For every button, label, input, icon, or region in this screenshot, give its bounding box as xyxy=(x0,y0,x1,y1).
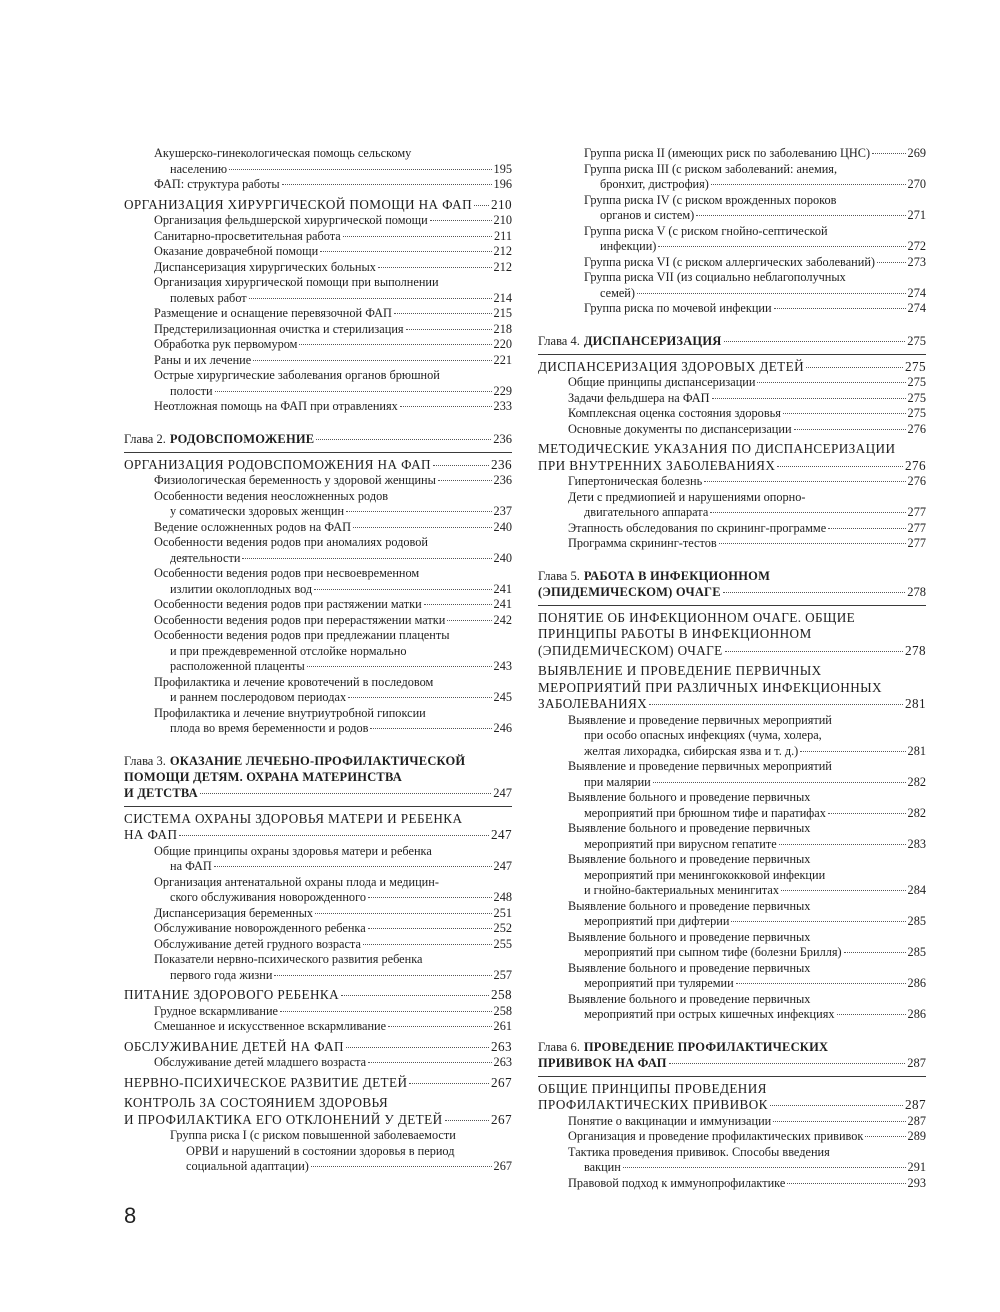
entry-title: СИСТЕМА ОХРАНЫ ЗДОРОВЬЯ МАТЕРИ И РЕБЕНКА xyxy=(124,810,463,826)
toc-section xyxy=(538,663,926,713)
toc-entry xyxy=(538,422,926,438)
toc-chapter xyxy=(538,1039,926,1071)
entry-title: НЕРВНО-ПСИХИЧЕСКОЕ РАЗВИТИЕ ДЕТЕЙ xyxy=(124,1074,408,1090)
page-ref: 276 xyxy=(905,457,926,473)
entry-title: МЕРОПРИЯТИЙ ПРИ РАЗЛИЧНЫХ ИНФЕКЦИОННЫХ xyxy=(538,679,882,695)
entry-title: Понятие о вакцинации и иммунизации xyxy=(568,1113,772,1128)
chapter-label: Глава 2. xyxy=(124,431,166,446)
entry-title: социальной адаптации) xyxy=(186,1159,309,1173)
toc-entry xyxy=(124,177,512,193)
entry-title: полевых работ xyxy=(170,290,247,305)
toc-entry xyxy=(124,306,512,322)
entry-title: населению xyxy=(170,161,228,176)
page-ref: 237 xyxy=(493,504,512,518)
entry-title: Выявление больного и проведение первичных xyxy=(568,852,811,866)
entry-title: ПОМОЩИ ДЕТЯМ. ОХРАНА МАТЕРИНСТВА xyxy=(124,769,402,784)
toc-entry xyxy=(124,520,512,536)
chapter-divider xyxy=(124,452,512,453)
entry-title: ПРИВИВОК НА ФАП xyxy=(538,1055,667,1070)
entry-title: Особенности ведения родов при предлежании плаценты xyxy=(154,628,450,642)
page-ref: 286 xyxy=(907,1007,926,1021)
entry-title: Неотложная помощь на ФАП при отравлениях xyxy=(154,399,398,413)
entry-title: ПРОВЕДЕНИЕ ПРОФИЛАКТИЧЕСКИХ xyxy=(583,1039,829,1054)
page-ref: 289 xyxy=(907,1129,926,1143)
entry-title: Физиологическая беременность у здоровой женщины xyxy=(154,473,436,487)
entry-title: Организация антенатальной охраны плода и медицин- xyxy=(154,874,439,889)
entry-title: КОНТРОЛЬ ЗА СОСТОЯНИЕМ ЗДОРОВЬЯ xyxy=(124,1095,389,1110)
page-ref: 282 xyxy=(907,774,926,789)
page-ref: 278 xyxy=(907,584,926,599)
entry-title: Обслуживание детей грудного возраста xyxy=(154,936,361,951)
page-ref: 282 xyxy=(907,805,926,820)
toc-section xyxy=(124,1039,512,1056)
entry-title: Группа риска V (с риском гнойно-септической xyxy=(584,223,828,238)
entry-title: Смешанное и искусственное вскармливание xyxy=(154,1019,387,1033)
chapter-label: Глава 3. xyxy=(124,753,166,768)
toc-entry xyxy=(124,489,512,520)
toc-entry xyxy=(538,1145,926,1176)
chapter-divider xyxy=(538,354,926,355)
toc-entry xyxy=(124,1004,512,1020)
entry-title: ДИСПАНСЕРИЗАЦИЯ xyxy=(583,333,722,348)
entry-title: мероприятий при брюшном тифе и паратифах xyxy=(584,805,826,820)
toc-entry xyxy=(124,613,512,629)
toc-entry xyxy=(538,899,926,930)
entry-title: Обслуживание новорожденного ребенка xyxy=(154,921,366,935)
entry-title: Выявление больного и проведение первичных xyxy=(568,960,811,975)
entry-title: Правовой подход к иммунопрофилактике xyxy=(568,1175,786,1190)
entry-title: Ведение осложненных родов на ФАП xyxy=(154,519,352,534)
entry-title: И ПРОФИЛАКТИКА ЕГО ОТКЛОНЕНИЙ У ДЕТЕЙ xyxy=(124,1111,443,1127)
toc-entry xyxy=(124,399,512,415)
page-ref: 257 xyxy=(493,967,512,982)
page-ref: 277 xyxy=(907,536,926,550)
toc-entry xyxy=(124,535,512,566)
page-ref: 283 xyxy=(907,836,926,851)
entry-title: первого года жизни xyxy=(170,967,273,982)
entry-title: полости xyxy=(170,383,213,398)
entry-title: Организация фельдшерской хирургической помощи xyxy=(154,213,428,227)
toc-entry xyxy=(538,1129,926,1145)
entry-title: Грудное вскармливание xyxy=(154,1003,278,1018)
toc-entry xyxy=(124,706,512,737)
page-ref: 236 xyxy=(491,456,512,472)
toc-entry xyxy=(124,921,512,937)
toc-section xyxy=(538,441,926,474)
toc-entry xyxy=(538,490,926,521)
entry-title: Профилактика и лечение внутриутробной гипоксии xyxy=(154,705,426,720)
entry-title: ЗАБОЛЕВАНИЯХ xyxy=(538,696,648,711)
entry-title: Особенности ведения родов при перерастяжении матки xyxy=(154,612,446,627)
toc-entry xyxy=(124,322,512,338)
page-ref: 247 xyxy=(491,827,512,842)
toc-entry xyxy=(124,213,512,229)
entry-title: Особенности ведения неосложненных родов xyxy=(154,488,389,503)
page-ref: 287 xyxy=(905,1097,926,1112)
entry-title: Группа риска I (с риском повышенной заболеваемости xyxy=(170,1128,456,1142)
entry-title: расположенной плаценты xyxy=(170,659,305,673)
toc-entry xyxy=(124,275,512,306)
toc-entry xyxy=(538,821,926,852)
entry-title: Задачи фельдшера на ФАП xyxy=(568,390,710,405)
entry-title: И ДЕТСТВА xyxy=(124,785,198,800)
entry-title: мероприятий при менингококковой инфекции xyxy=(584,867,826,882)
toc-entry xyxy=(124,353,512,369)
entry-title: Группа риска VII (из социально неблагополучных xyxy=(584,270,846,284)
page-ref: 233 xyxy=(493,399,512,413)
page-ref: 278 xyxy=(905,642,926,658)
entry-title: Диспансеризация беременных xyxy=(154,905,314,920)
page-ref: 285 xyxy=(907,945,926,959)
toc-entry xyxy=(538,536,926,552)
page-ref: 210 xyxy=(491,196,512,212)
toc-column-left xyxy=(124,146,512,1175)
chapter-label: Глава 4. xyxy=(538,333,580,348)
page-ref: 275 xyxy=(907,375,926,389)
toc-chapter xyxy=(538,568,926,600)
toc-entry xyxy=(538,193,926,224)
toc-section xyxy=(538,1081,926,1114)
entry-title: ДИСПАНСЕРИЗАЦИЯ ЗДОРОВЫХ ДЕТЕЙ xyxy=(538,358,805,374)
entry-title: НА ФАП xyxy=(124,827,178,842)
entry-title: у соматически здоровых женщин xyxy=(170,504,345,518)
entry-title: двигательного аппарата xyxy=(584,505,709,519)
page-ref: 196 xyxy=(493,177,512,191)
toc-entry xyxy=(124,146,512,177)
toc-entry xyxy=(124,628,512,675)
entry-title: РОДОВСПОМОЖЕНИЕ xyxy=(169,431,315,446)
page-ref: 291 xyxy=(907,1160,926,1174)
page-ref: 241 xyxy=(493,597,512,611)
entry-title: Комплексная оценка состояния здоровья xyxy=(568,406,781,420)
page-ref: 275 xyxy=(907,390,926,405)
entry-title: Профилактика и лечение кровотечений в последовом xyxy=(154,674,434,689)
page-ref: 281 xyxy=(905,696,926,711)
page-ref: 269 xyxy=(907,146,926,160)
entry-title: органов и систем) xyxy=(600,208,695,222)
entry-title: Основные документы по диспансеризации xyxy=(568,421,792,436)
entry-title: Выявление больного и проведение первичных xyxy=(568,929,811,944)
toc-entry xyxy=(124,952,512,983)
page-ref: 195 xyxy=(493,161,512,176)
entry-title: ОРГАНИЗАЦИЯ ХИРУРГИЧЕСКОЙ ПОМОЩИ НА ФАП xyxy=(124,196,472,212)
entry-title: Дети с предмиопией и нарушениями опорно- xyxy=(568,489,806,504)
toc-entry xyxy=(538,1176,926,1192)
entry-title: МЕТОДИЧЕСКИЕ УКАЗАНИЯ ПО ДИСПАНСЕРИЗАЦИИ xyxy=(538,441,896,456)
entry-title: и при преждевременной отслойке нормально xyxy=(170,643,407,658)
page-ref: 221 xyxy=(493,352,512,367)
entry-title: ОБЩИЕ ПРИНЦИПЫ ПРОВЕДЕНИЯ xyxy=(538,1080,767,1096)
entry-title: на ФАП xyxy=(170,859,212,873)
entry-title: Предстерилизационная очистка и стерилизация xyxy=(154,321,404,336)
entry-title: Диспансеризация хирургических больных xyxy=(154,259,376,274)
entry-title: ОРГАНИЗАЦИЯ РОДОВСПОМОЖЕНИЯ НА ФАП xyxy=(124,456,431,472)
entry-title: ПИТАНИЕ ЗДОРОВОГО РЕБЕНКА xyxy=(124,987,340,1002)
entry-title: Выявление больного и проведение первичных xyxy=(568,991,811,1006)
toc-chapter xyxy=(124,753,512,801)
page-ref: 242 xyxy=(493,612,512,627)
toc-entry xyxy=(538,790,926,821)
toc-section xyxy=(124,197,512,214)
page-ref: 243 xyxy=(493,659,512,673)
toc-entry xyxy=(538,224,926,255)
page-ref: 267 xyxy=(491,1111,512,1127)
entry-title: излитии околоплодных вод xyxy=(170,581,313,596)
entry-title: Общие принципы охраны здоровья матери и ребенка xyxy=(154,843,432,858)
page-number: 8 xyxy=(124,1203,137,1228)
chapter-divider xyxy=(124,806,512,807)
toc-entry xyxy=(124,337,512,353)
toc-entry xyxy=(538,391,926,407)
page-ref: 286 xyxy=(907,976,926,990)
entry-title: Санитарно-просветительная работа xyxy=(154,228,341,243)
entry-title: Выявление больного и проведение первичных xyxy=(568,790,811,804)
page-ref: 276 xyxy=(907,421,926,436)
toc-entry xyxy=(124,937,512,953)
entry-title: ОБСЛУЖИВАНИЕ ДЕТЕЙ НА ФАП xyxy=(124,1038,344,1054)
toc-entry xyxy=(538,406,926,422)
chapter-label: Глава 6. xyxy=(538,1039,580,1054)
chapter-divider xyxy=(538,605,926,606)
page-ref: 267 xyxy=(491,1074,512,1090)
entry-title: Выявление больного и проведение первичных xyxy=(568,821,811,835)
entry-title: Острые хирургические заболевания органов брюшной xyxy=(154,368,440,382)
toc-entry xyxy=(538,474,926,490)
page-ref: 287 xyxy=(907,1113,926,1128)
entry-title: Тактика проведения прививок. Способы введения xyxy=(568,1144,830,1159)
entry-title: ПРИНЦИПЫ РАБОТЫ В ИНФЕКЦИОННОМ xyxy=(538,626,812,641)
entry-title: Особенности ведения родов при несвоевременном xyxy=(154,566,420,580)
page-ref: 210 xyxy=(493,213,512,227)
page-ref: 245 xyxy=(493,690,512,704)
entry-title: бронхит, дистрофия) xyxy=(600,177,709,191)
page-ref: 220 xyxy=(493,337,512,351)
toc-entry xyxy=(124,566,512,597)
page-ref: 241 xyxy=(493,581,512,596)
page-ref: 275 xyxy=(907,333,926,348)
entry-title: и раннем послеродовом периодах xyxy=(170,690,347,704)
toc-section xyxy=(124,1095,512,1128)
toc-entry xyxy=(124,368,512,399)
page-ref: 273 xyxy=(907,254,926,269)
toc-entry xyxy=(124,244,512,260)
entry-title: Группа риска IV (с риском врожденных пороков xyxy=(584,192,837,207)
toc-section xyxy=(124,1075,512,1092)
entry-title: Акушерско-гинекологическая помощь сельскому xyxy=(154,146,412,160)
entry-title: ОКАЗАНИЕ ЛЕЧЕБНО-ПРОФИЛАКТИЧЕСКОЙ xyxy=(169,753,466,768)
entry-title: Оказание доврачебной помощи xyxy=(154,244,319,258)
toc-entry xyxy=(538,961,926,992)
entry-title: Выявление больного и проведение первичных xyxy=(568,898,811,913)
entry-title: вакцин xyxy=(584,1160,621,1174)
page-ref: 258 xyxy=(491,987,512,1002)
entry-title: Особенности ведения родов при аномалиях родовой xyxy=(154,535,429,549)
toc-entry xyxy=(124,1055,512,1071)
page-ref: 261 xyxy=(493,1019,512,1033)
entry-title: (ЭПИДЕМИЧЕСКОМ) ОЧАГЕ xyxy=(538,584,721,599)
entry-title: РАБОТА В ИНФЕКЦИОННОМ xyxy=(583,568,771,583)
toc-entry xyxy=(538,162,926,193)
page-ref: 277 xyxy=(907,520,926,535)
page-ref: 281 xyxy=(907,743,926,758)
page-ref: 236 xyxy=(493,431,512,446)
toc-entry xyxy=(124,675,512,706)
entry-title: Гипертоническая болезнь xyxy=(568,474,703,488)
toc-entry xyxy=(538,521,926,537)
page-ref: 293 xyxy=(907,1175,926,1190)
toc-entry xyxy=(124,1019,512,1035)
entry-title: Программа скрининг-тестов xyxy=(568,536,717,550)
page-ref: 215 xyxy=(493,306,512,320)
toc-entry xyxy=(124,875,512,906)
page-ref: 211 xyxy=(494,228,512,243)
toc-entry xyxy=(538,375,926,391)
entry-title: Этапность обследования по скрининг-программе xyxy=(568,520,827,535)
toc-entry xyxy=(538,759,926,790)
toc-chapter xyxy=(124,431,512,447)
toc-entry xyxy=(124,906,512,922)
toc-entry xyxy=(538,255,926,271)
entry-title: Группа риска III (с риском заболеваний: анемия, xyxy=(584,161,838,176)
page-ref: 236 xyxy=(493,473,512,487)
page-ref: 287 xyxy=(907,1055,926,1070)
entry-title: мероприятий при вирусном гепатите xyxy=(584,836,777,851)
page-ref: 252 xyxy=(493,921,512,935)
entry-title: мероприятий при сыпном тифе (болезни Брилля) xyxy=(584,945,842,959)
toc-entry xyxy=(538,270,926,301)
page-ref: 276 xyxy=(907,474,926,488)
toc-entry xyxy=(124,1128,512,1175)
toc-entry xyxy=(124,597,512,613)
entry-title: при особо опасных инфекциях (чума, холера, xyxy=(584,728,822,742)
entry-title: Группа риска VI (с риском аллергических заболеваний) xyxy=(584,254,875,269)
toc-entry xyxy=(124,844,512,875)
entry-title: ПРИ ВНУТРЕННИХ ЗАБОЛЕВАНИЯХ xyxy=(538,457,776,473)
entry-title: деятельности xyxy=(170,550,241,565)
page-ref: 277 xyxy=(907,505,926,519)
entry-title: плода во время беременности и родов xyxy=(170,721,369,735)
toc-section xyxy=(124,811,512,844)
toc-chapter xyxy=(538,333,926,349)
toc-column-right xyxy=(538,146,926,1191)
page-ref: 247 xyxy=(493,785,512,800)
toc-entry xyxy=(124,229,512,245)
toc-entry xyxy=(538,1114,926,1130)
page-ref: 246 xyxy=(493,721,512,735)
entry-title: (ЭПИДЕМИЧЕСКОМ) ОЧАГЕ xyxy=(538,642,723,658)
entry-title: Особенности ведения родов при растяжении матки xyxy=(154,597,422,611)
page-ref: 214 xyxy=(493,290,512,305)
toc-entry xyxy=(538,930,926,961)
entry-title: Группа риска по мочевой инфекции xyxy=(584,301,772,315)
page-ref: 251 xyxy=(493,905,512,920)
entry-title: ОРВИ и нарушений в состоянии здоровья в период xyxy=(186,1143,455,1158)
page-ref: 240 xyxy=(493,519,512,534)
entry-title: Размещение и оснащение перевязочной ФАП xyxy=(154,306,392,320)
entry-title: и гнойно-бактериальных менингитах xyxy=(584,883,780,897)
entry-title: Раны и их лечение xyxy=(154,352,252,367)
page-ref: 270 xyxy=(907,177,926,191)
page-ref: 263 xyxy=(491,1038,512,1054)
page-ref: 275 xyxy=(905,358,926,374)
page-ref: 274 xyxy=(907,285,926,300)
page-ref: 272 xyxy=(907,239,926,253)
page-ref: 248 xyxy=(493,890,512,904)
toc-entry xyxy=(124,260,512,276)
entry-title: ПРОФИЛАКТИЧЕСКИХ ПРИВИВОК xyxy=(538,1097,768,1112)
entry-title: желтая лихорадка, сибирская язва и т. д.) xyxy=(584,743,799,758)
entry-title: ФАП: структура работы xyxy=(154,177,280,191)
entry-title: Обработка рук первомуром xyxy=(154,337,298,351)
entry-title: мероприятий при острых кишечных инфекциях xyxy=(584,1007,835,1021)
toc-entry xyxy=(538,992,926,1023)
entry-title: инфекции) xyxy=(600,239,657,253)
entry-title: ВЫЯВЛЕНИЕ И ПРОВЕДЕНИЕ ПЕРВИЧНЫХ xyxy=(538,663,822,678)
entry-title: Выявление и проведение первичных мероприятий xyxy=(568,712,832,727)
page-ref: 255 xyxy=(493,936,512,951)
page-ref: 212 xyxy=(493,244,512,258)
toc-section xyxy=(538,359,926,376)
entry-title: при малярии xyxy=(584,774,651,789)
page-ref: 212 xyxy=(493,259,512,274)
page-ref: 267 xyxy=(493,1159,512,1173)
entry-title: Организация и проведение профилактических прививок xyxy=(568,1129,864,1143)
page-ref: 218 xyxy=(493,321,512,336)
entry-title: мероприятий при туляремии xyxy=(584,976,734,990)
toc-entry xyxy=(538,301,926,317)
toc-section xyxy=(538,610,926,660)
page-ref: 271 xyxy=(907,208,926,222)
entry-title: Общие принципы диспансеризации xyxy=(568,375,756,389)
entry-title: ского обслуживания новорожденного xyxy=(170,890,366,904)
page-ref: 285 xyxy=(907,914,926,928)
toc-entry xyxy=(538,713,926,760)
page-ref: 229 xyxy=(493,383,512,398)
entry-title: Показатели нервно-психического развития ребенка xyxy=(154,952,423,966)
chapter-divider xyxy=(538,1076,926,1077)
page-ref: 258 xyxy=(493,1003,512,1018)
page-ref: 247 xyxy=(493,859,512,873)
entry-title: ПОНЯТИЕ ОБ ИНФЕКЦИОННОМ ОЧАГЕ. ОБЩИЕ xyxy=(538,609,856,625)
entry-title: Группа риска II (имеющих риск по заболеванию ЦНС) xyxy=(584,146,871,160)
entry-title: Организация хирургической помощи при выполнении xyxy=(154,275,439,289)
entry-title: Обслуживание детей младшего возраста xyxy=(154,1055,367,1069)
chapter-label: Глава 5. xyxy=(538,568,580,583)
toc-section xyxy=(124,457,512,474)
page-ref: 284 xyxy=(907,883,926,897)
entry-title: мероприятий при дифтерии xyxy=(584,914,730,928)
page-ref: 263 xyxy=(493,1055,512,1069)
page-ref: 240 xyxy=(493,550,512,565)
entry-title: семей) xyxy=(600,285,635,300)
entry-title: Выявление и проведение первичных мероприятий xyxy=(568,759,832,773)
toc-entry xyxy=(124,473,512,489)
toc-section xyxy=(124,987,512,1004)
page-ref: 275 xyxy=(907,406,926,420)
toc-entry xyxy=(538,146,926,162)
toc-entry xyxy=(538,852,926,899)
page-ref: 274 xyxy=(907,301,926,315)
